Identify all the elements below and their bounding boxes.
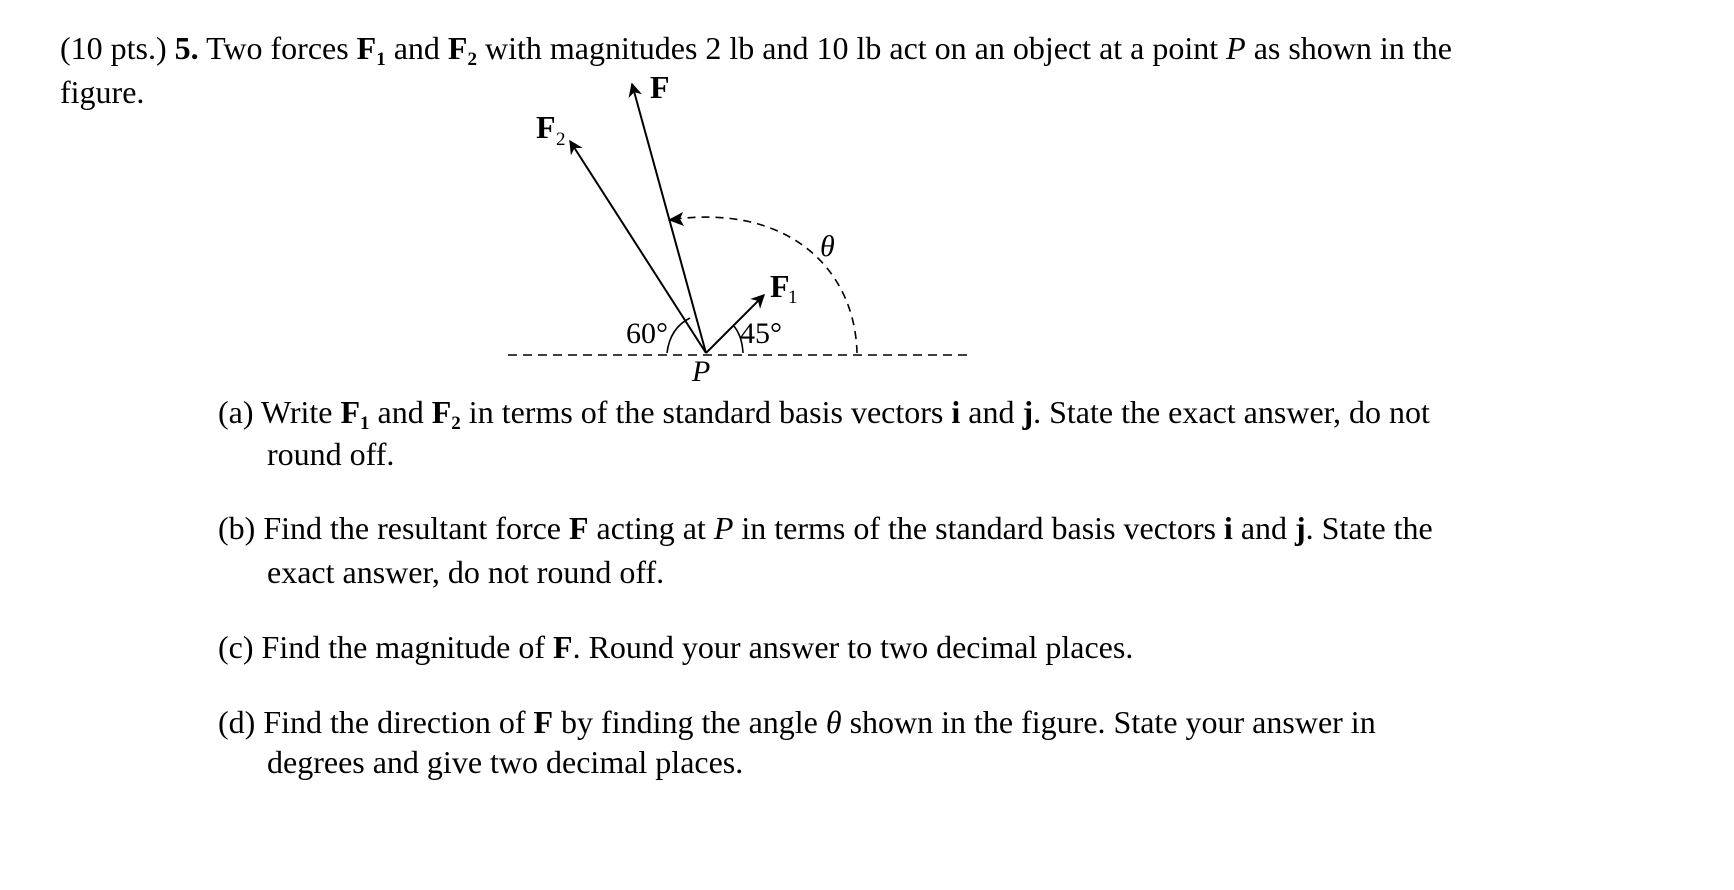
part-a-text-1: Write xyxy=(260,394,333,430)
point-p: P xyxy=(713,510,734,546)
unit-vector-i: i xyxy=(951,394,961,430)
vector-f2: $F_2$ xyxy=(431,394,461,434)
theta-symbol: θ xyxy=(825,704,842,740)
label-f1: F xyxy=(770,268,790,304)
part-b-text-1: Find the resultant force xyxy=(263,510,561,546)
label-f1-sub: 1 xyxy=(788,287,798,308)
label-angle-60: 60° xyxy=(626,317,668,350)
part-a-text-3: . State the exact answer, do not xyxy=(1033,394,1430,430)
part-d-tag: (d) xyxy=(218,704,256,740)
part-b-text-2: acting at xyxy=(596,510,706,546)
part-d-text-3: shown in the figure. State your answer in xyxy=(849,704,1376,740)
vector-f-arrow xyxy=(632,84,706,353)
point-p: P xyxy=(1226,30,1246,66)
header-and: and xyxy=(393,30,440,66)
vector-f1: $F_1$ xyxy=(340,394,370,434)
problem-number: 5. xyxy=(174,30,199,66)
part-a-text-2: in terms of the standard basis vectors xyxy=(468,394,944,430)
part-b-tag: (b) xyxy=(218,510,256,546)
label-point-p: P xyxy=(692,355,711,388)
unit-vector-j: j xyxy=(1295,510,1306,546)
label-theta: θ xyxy=(820,230,835,263)
part-c-text-1: Find the magnitude of xyxy=(261,629,546,665)
part-b xyxy=(218,512,1433,544)
label-angle-45: 45° xyxy=(740,317,782,350)
part-a xyxy=(218,394,1430,434)
part-a-and-2: and xyxy=(968,394,1015,430)
part-a-cont: round off. xyxy=(267,436,395,472)
header-text-3: as shown in the xyxy=(1253,30,1452,66)
header-text: Two forces xyxy=(206,30,349,66)
problem-header-cont: figure. xyxy=(60,74,145,110)
vector-f2: $F_2$ xyxy=(447,30,477,70)
part-d-cont: degrees and give two decimal places. xyxy=(267,744,744,780)
unit-vector-i: i xyxy=(1223,510,1233,546)
part-d-text-1: Find the direction of xyxy=(263,704,526,740)
part-b-text-3: in terms of the standard basis vectors xyxy=(741,510,1216,546)
part-c-tag: (c) xyxy=(218,629,254,665)
part-d xyxy=(218,706,1376,738)
label-f2: F xyxy=(536,109,556,145)
vector-f: F xyxy=(533,704,554,740)
vector-f: F xyxy=(553,629,573,665)
part-b-cont: exact answer, do not round off. xyxy=(267,554,665,590)
part-a-and: and xyxy=(377,394,424,430)
unit-vector-j: j xyxy=(1022,394,1034,430)
part-b-and: and xyxy=(1240,510,1288,546)
header-text-2: with magnitudes 2 lb and 10 lb act on an object at a point xyxy=(484,30,1219,66)
part-c-text-2: . Round your answer to two decimal places. xyxy=(572,629,1134,665)
vector-f: F xyxy=(569,510,589,546)
label-f2-sub: 2 xyxy=(556,129,566,150)
label-f: F xyxy=(650,69,670,105)
part-d-text-2: by finding the angle xyxy=(561,704,818,740)
vector-f1: $F_1$ xyxy=(356,30,386,70)
part-a-tag: (a) xyxy=(218,394,254,430)
part-b-text-4: . State the xyxy=(1305,510,1433,546)
points-label: (10 pts.) xyxy=(60,30,167,66)
part-c xyxy=(218,631,1133,663)
